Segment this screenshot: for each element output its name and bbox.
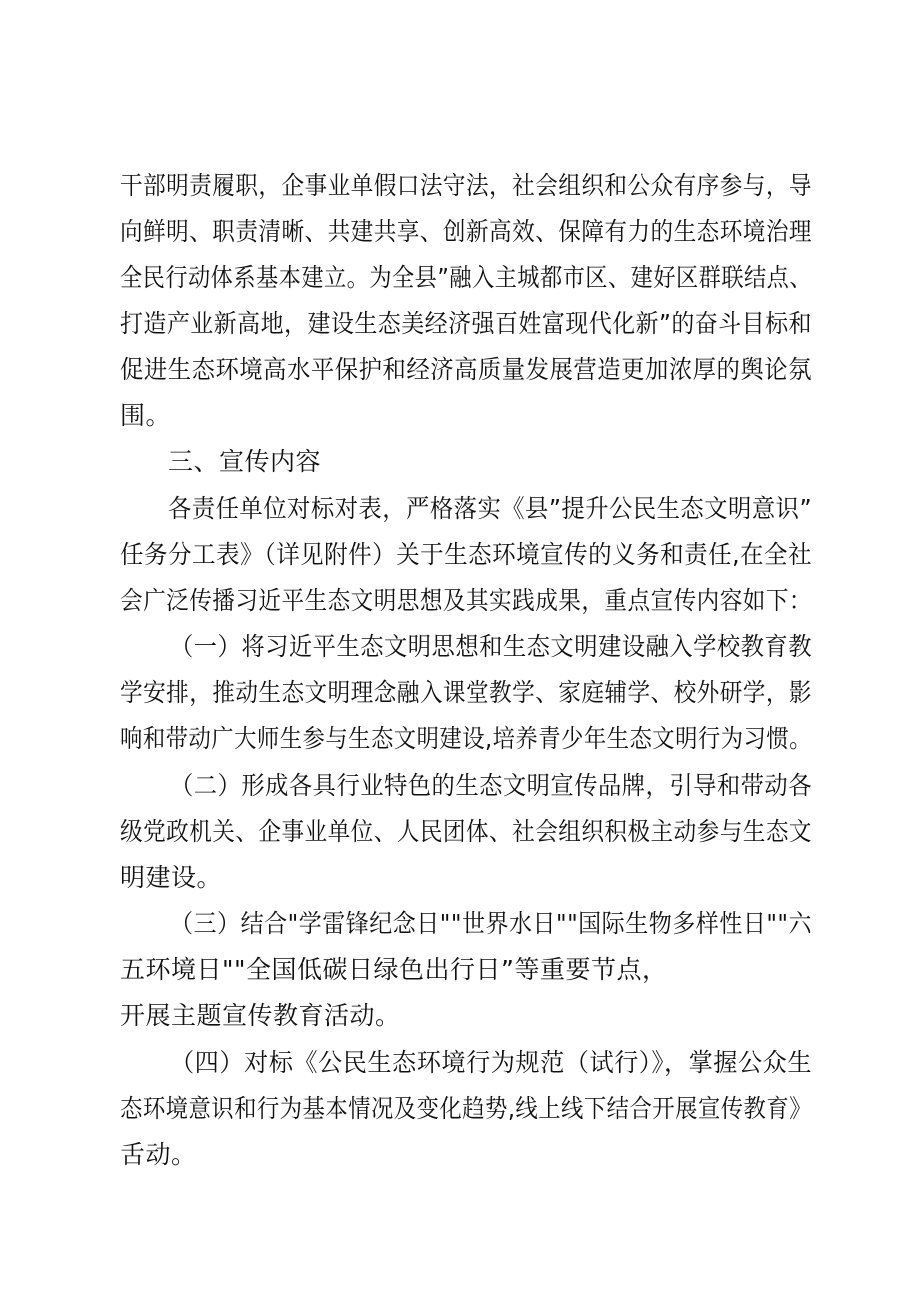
item-3-line-2: 五环境日""全国低碳日绿色出行日”等重要节点， <box>120 955 668 984</box>
item-1-line-3: 响和带动广大师生参与生态文明建设,培养青少年生态文明行为习惯。 <box>120 724 812 753</box>
item-2-line-3: 明建设。 <box>120 863 223 892</box>
item-1-line-1: （一）将习近平生态文明思想和生态文明建设融入学校教育教 <box>170 632 812 661</box>
item-3-line-3: 开展主题宣传教育活动。 <box>120 1001 401 1030</box>
item-3-line-1: （三）结合"学雷锋纪念日""世界水日""国际生物多样性日""六 <box>170 909 812 938</box>
intro-line-2: 向鲜明、职责清晰、共建共享、创新高效、保障有力的生态环境治理 <box>120 217 812 246</box>
intro-line-5: 促进生态环境高水平保护和经济高质量发展营造更加浓厚的舆论氛 <box>120 355 812 384</box>
section-intro-line-2: 任务分工表》（详见附件）关于生态环境宣传的义务和责任,在全社 <box>120 540 812 569</box>
section-heading: 三、宣传内容 <box>168 447 322 476</box>
item-4-line-3: 舌动。 <box>120 1140 197 1169</box>
section-intro-line-1: 各责任单位对标对表，严格落实《县”提升公民生态文明意识” <box>168 494 812 523</box>
intro-line-6: 围。 <box>120 401 172 430</box>
item-4-line-1: （四）对标《公民生态环境行为规范（试行）》，掌握公众生 <box>170 1048 812 1077</box>
item-4-line-2: 态环境意识和行为基本情况及变化趋势,线上线下结合开展宣传教育》 <box>120 1094 812 1123</box>
section-intro-line-3: 会广泛传播习近平生态文明思想及其实践成果，重点宣传内容如下： <box>120 586 812 615</box>
intro-line-4: 打造产业新高地，建设生态美经济强百姓富现代化新”的奋斗目标和 <box>120 309 812 338</box>
item-1-line-2: 学安排，推动生态文明理念融入课堂教学、家庭辅学、校外研学，影 <box>120 678 812 707</box>
item-2-line-1: （二）形成各具行业特色的生态文明宣传品牌，引导和带动各 <box>170 771 812 800</box>
item-2-line-2: 级党政机关、企事业单位、人民团体、社会组织积极主动参与生态文 <box>120 817 812 846</box>
intro-line-3: 全民行动体系基本建立。为全县”融入主城都市区、建好区群联结点、 <box>120 263 812 292</box>
intro-line-1: 干部明责履职，企事业单假口法守法，社会组织和公众有序参与，导 <box>120 171 812 200</box>
